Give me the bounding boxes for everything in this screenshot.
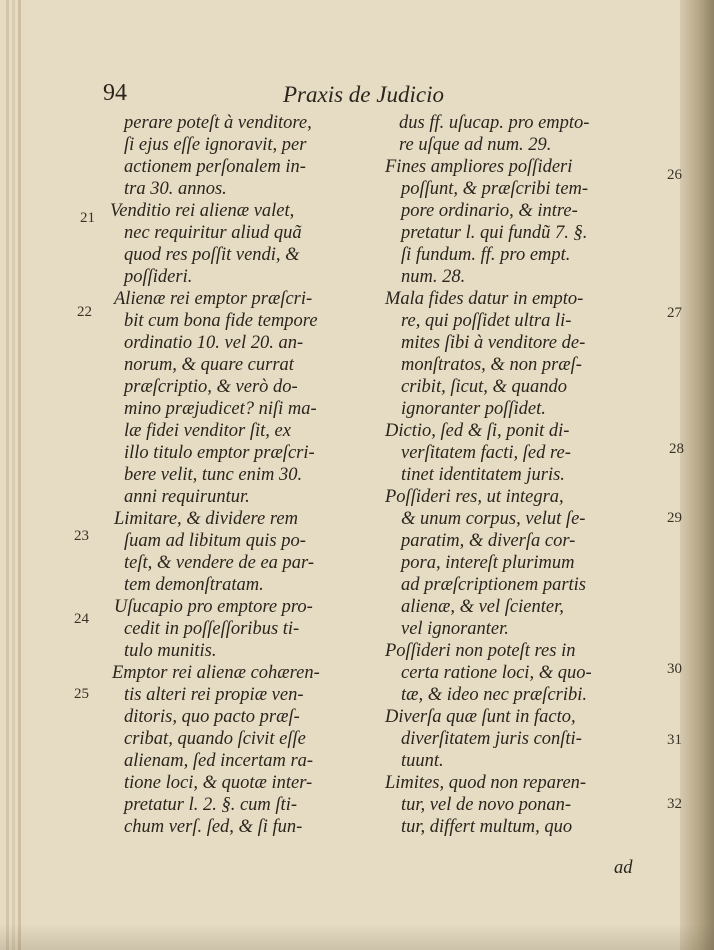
text-line: tur, vel de novo ponan-: [401, 795, 572, 815]
text-line: Limitare, & dividere rem: [114, 509, 298, 529]
page-header: [103, 80, 583, 114]
text-line: cribat, quando ſcivit eſſe: [124, 729, 306, 749]
text-line: tæ, & ideo nec præſcribi.: [401, 685, 588, 705]
text-line: teſt, & vendere de ea par-: [124, 553, 315, 573]
paragraph-number: 32: [667, 796, 682, 812]
page-number: 94: [103, 80, 127, 106]
text-line: mino præjudicet? niſi ma-: [124, 399, 317, 419]
text-line: tra 30. annos.: [124, 179, 227, 199]
text-line: ignoranter poſſidet.: [401, 399, 546, 419]
text-line: alienæ, & vel ſcienter,: [401, 597, 564, 617]
text-line: tinet identitatem juris.: [401, 465, 565, 485]
text-line: Venditio rei alienæ valet,: [110, 201, 295, 221]
text-line: verſitatem facti, ſed re-: [401, 443, 571, 463]
running-title: Praxis de Judicio: [283, 82, 444, 107]
paragraph-number: 29: [667, 510, 682, 526]
paragraph-number: 26: [667, 167, 682, 183]
text-line: re, qui poſſidet ultra li-: [401, 311, 572, 331]
paragraph-number: 31: [667, 732, 682, 748]
page-edge: [18, 0, 21, 950]
text-line: Poſſideri res, ut integra,: [385, 487, 564, 507]
text-line: ſi fundum. ff. pro empt.: [401, 245, 571, 265]
text-line: poſſunt, & præſcribi tem-: [401, 179, 589, 199]
text-line: ordinatio 10. vel 20. an-: [124, 333, 304, 353]
paragraph-number: 28: [669, 441, 684, 457]
text-line: ſi ejus eſſe ignoravit, per: [124, 135, 307, 155]
text-line: Limites, quod non reparen-: [385, 773, 587, 793]
text-line: certa ratione loci, & quo-: [401, 663, 592, 683]
page-edge: [12, 0, 15, 950]
text-line: illo titulo emptor præſcri-: [124, 443, 315, 463]
text-line: anni requiruntur.: [124, 487, 250, 507]
text-line: monſtratos, & non præſ-: [401, 355, 582, 375]
paragraph-number: 27: [667, 305, 682, 321]
text-line: actionem perſonalem in-: [124, 157, 306, 177]
text-line: mites ſibi à venditore de-: [401, 333, 586, 353]
paragraph-number: 24: [74, 611, 89, 627]
text-line: ad præſcriptionem partis: [401, 575, 587, 595]
text-line: Fines ampliores poſſideri: [385, 157, 573, 177]
text-line: bere velit, tunc enim 30.: [124, 465, 303, 485]
text-line: tur, differt multum, quo: [401, 817, 573, 837]
binding-gutter: [680, 0, 714, 950]
text-line: Alienæ rei emptor præſcri-: [114, 289, 313, 309]
text-line: Mala fides datur in empto-: [385, 289, 584, 309]
text-line: vel ignoranter.: [401, 619, 509, 639]
text-line: re uſque ad num. 29.: [399, 135, 552, 155]
text-line: dus ff. uſucap. pro empto-: [399, 113, 590, 133]
text-line: Uſucapio pro emptore pro-: [114, 597, 313, 617]
text-line: Emptor rei alienæ cohæren-: [112, 663, 320, 683]
text-line: Dictio, ſed & ſi, ponit di-: [385, 421, 570, 441]
text-line: Diverſa quæ ſunt in facto,: [385, 707, 576, 727]
paragraph-number: 30: [667, 661, 682, 677]
text-line: norum, & quare currat: [124, 355, 294, 375]
text-line: Poſſideri non poteſt res in: [385, 641, 576, 661]
text-line: pretatur l. qui fundũ 7. §.: [401, 223, 588, 243]
text-line: ditoris, quo pacto præſ-: [124, 707, 300, 727]
paragraph-number: 21: [80, 210, 95, 226]
text-line: poſſideri.: [124, 267, 193, 287]
text-line: pore ordinario, & intre-: [401, 201, 578, 221]
text-line: diverſitatem juris conſti-: [401, 729, 582, 749]
text-line: cribit, ſicut, & quando: [401, 377, 567, 397]
paragraph-number: 23: [74, 528, 89, 544]
catchword: ad: [614, 858, 633, 878]
text-line: tem demonſtratam.: [124, 575, 264, 595]
text-line: ſuam ad libitum quis po-: [124, 531, 306, 551]
text-line: & unum corpus, velut ſe-: [401, 509, 586, 529]
text-line: pora, intereſt plurimum: [401, 553, 575, 573]
text-line: læ fidei venditor ſit, ex: [124, 421, 291, 441]
page-shadow: [0, 924, 714, 950]
text-line: tuunt.: [401, 751, 444, 771]
text-line: num. 28.: [401, 267, 466, 287]
text-line: alienam, ſed incertam ra-: [124, 751, 314, 771]
text-line: cedit in poſſeſſoribus ti-: [124, 619, 300, 639]
paragraph-number: 22: [77, 304, 92, 320]
text-line: quod res poſſit vendi, &: [124, 245, 300, 265]
text-line: pretatur l. 2. §. cum ſti-: [124, 795, 297, 815]
text-line: præſcriptio, & verò do-: [124, 377, 298, 397]
text-line: tulo munitis.: [124, 641, 217, 661]
text-line: tis alteri rei propiæ ven-: [124, 685, 304, 705]
text-line: nec requiritur aliud quã: [124, 223, 302, 243]
text-line: perare poteſt à venditore,: [124, 113, 312, 133]
text-line: tione loci, & quotæ inter-: [124, 773, 313, 793]
text-line: paratim, & diverſa cor-: [401, 531, 576, 551]
page-edge: [6, 0, 9, 950]
text-line: bit cum bona fide tempore: [124, 311, 318, 331]
paragraph-number: 25: [74, 686, 89, 702]
text-line: chum verſ. ſed, & ſi fun-: [124, 817, 303, 837]
